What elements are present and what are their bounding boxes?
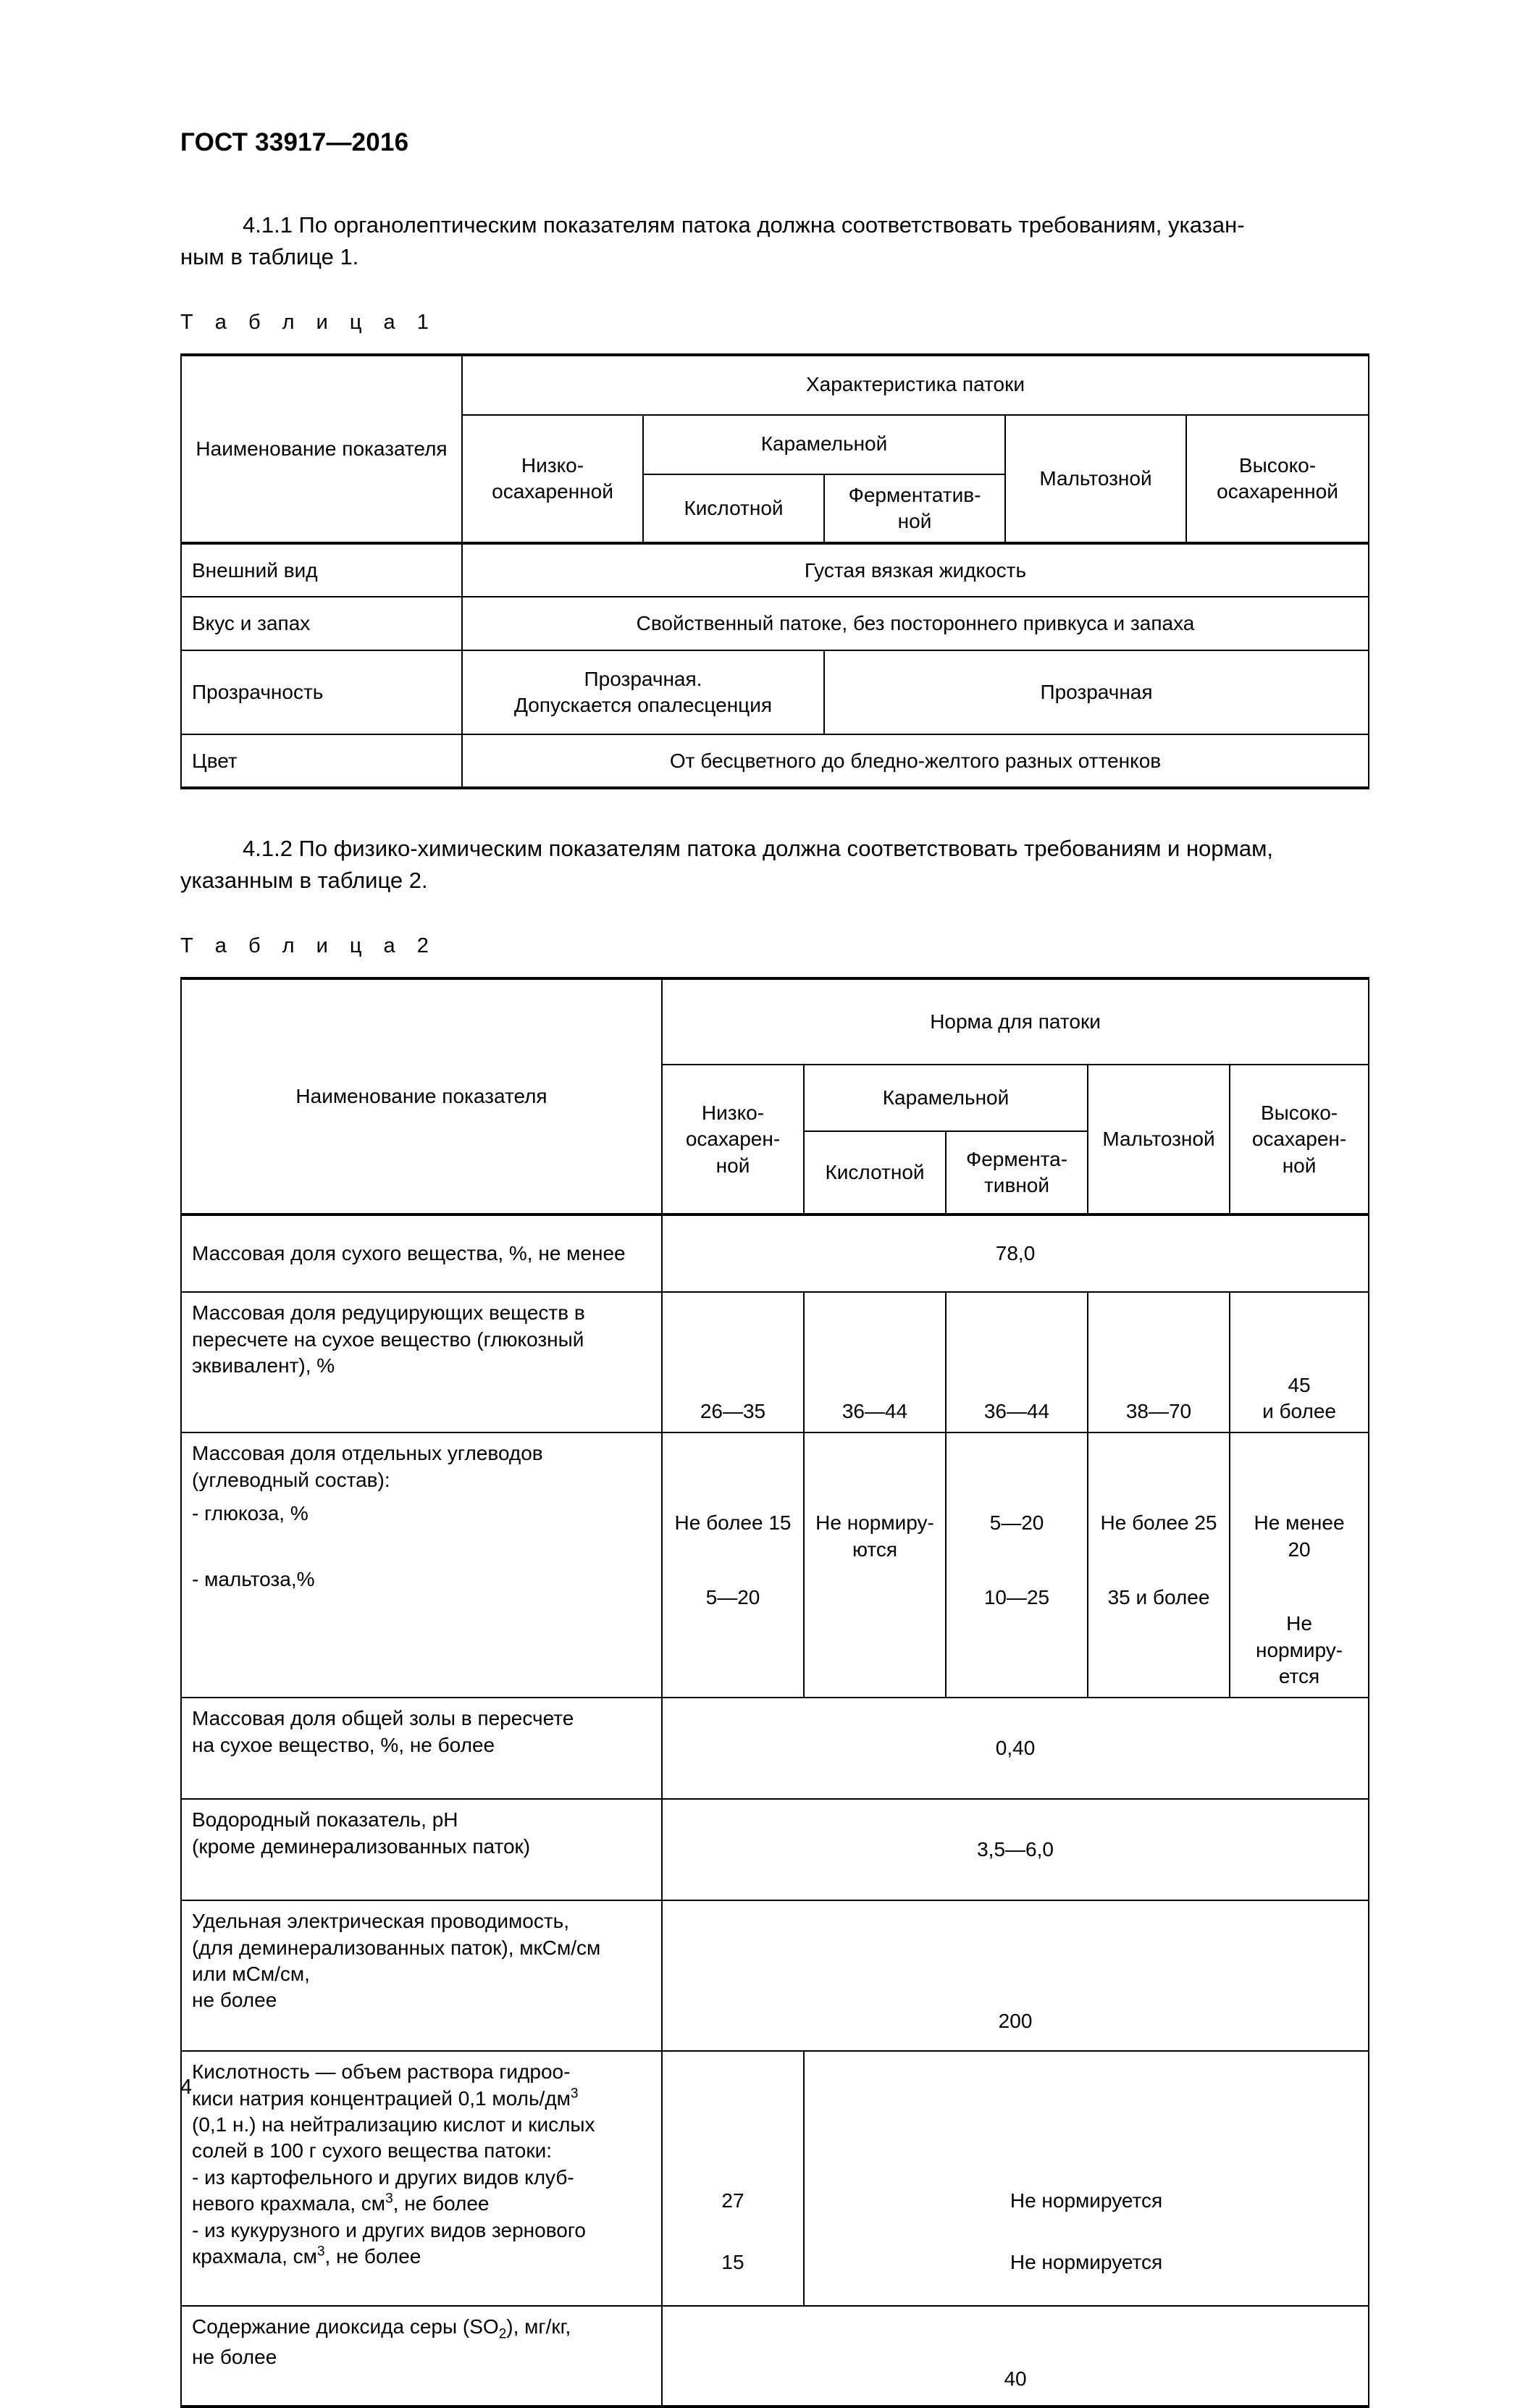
table-2-row-acidity-name-line8-sup: 3 — [316, 2244, 325, 2260]
table-2-row-reducing-name-line3: эквивалент), % — [192, 1354, 335, 1377]
table-2-row-acidity-name-line5: - из картофельного и других видов клуб- — [192, 2165, 574, 2189]
table-1-row-transparency-value-right: Прозрачная — [824, 650, 1369, 734]
table-1-header-col-low-line1: Низко- — [521, 453, 584, 477]
table-2-row-acidity-name-line2-sup: 3 — [570, 2086, 579, 2102]
table-1-header-group-title: Характеристика патоки — [462, 355, 1369, 415]
table-2-row-so2-name-line1-sub: 2 — [498, 2326, 507, 2342]
table-1-header-col-high-line1: Высоко- — [1238, 453, 1317, 477]
table-1-row-transparency — [181, 650, 1369, 734]
table-2-row-so2-name — [181, 2306, 662, 2407]
table-2 — [180, 977, 1369, 2408]
table-2-row-carbohydrates-high-glucose: Не менее 20 — [1254, 1511, 1345, 1561]
table-2-row-acidity-potato-value: 27 — [721, 2189, 744, 2212]
table-2-row-carbohydrates-acid-glucose-line2: ются — [852, 1537, 898, 1561]
table-1-row-appearance-name: Внешний вид — [181, 543, 462, 597]
table-2-caption: Т а б л и ц а 2 — [180, 934, 433, 958]
table-2-row-acidity-name-line2 — [192, 2086, 651, 2112]
table-2-row-dry-matter-name: Массовая доля сухого вещества, %, не менее — [181, 1215, 662, 1292]
table-2-row-acidity-low-values — [662, 2051, 804, 2306]
table-2-row-carbohydrates-ferment — [946, 1432, 1088, 1698]
table-2-row-ph — [181, 1799, 1369, 1900]
paragraph-4-1-1 — [180, 209, 1368, 273]
table-2-row-reducing-high — [1230, 1292, 1369, 1432]
table-2-header-col-ferment — [946, 1131, 1088, 1215]
table-2-header-col-low — [662, 1065, 804, 1215]
table-1-caption: Т а б л и ц а 1 — [180, 310, 433, 334]
table-1-row-appearance-value: Густая вязкая жидкость — [462, 543, 1369, 597]
table-2-header-col-high-line3: ной — [1282, 1154, 1317, 1177]
table-2-header-col-maltose: Мальтозной — [1088, 1065, 1230, 1215]
table-2-row-carbohydrates-name — [181, 1432, 662, 1698]
table-2-row-ph-name — [181, 1799, 662, 1900]
table-1-header-col-low-line2: осахаренной — [492, 479, 613, 503]
table-2-row-reducing-low: 26—35 — [662, 1292, 804, 1432]
table-2-row-carbohydrates-name-glucose: - глюкоза, % — [192, 1502, 309, 1525]
table-2-row-carbohydrates-low-glucose: Не более 15 — [674, 1511, 792, 1535]
table-2-row-carbohydrates-name-line1: Массовая доля отдельных углеводов — [192, 1442, 543, 1465]
table-1-header-col-maltose: Мальтозной — [1005, 415, 1186, 544]
table-2-row-acidity-rest-values — [804, 2051, 1369, 2306]
table-1-header-row-1 — [181, 355, 1369, 415]
table-2-row-conductivity — [181, 1900, 1369, 2051]
table-2-row-conductivity-value: 200 — [662, 1900, 1369, 2051]
table-2-row-reducing-name-line2: пересчете на сухое вещество (глюкозный — [192, 1327, 584, 1351]
table-2-header-indicator-name: Наименование показателя — [181, 978, 662, 1215]
table-2-row-acidity-name-line8-text: крахмала, см — [192, 2245, 317, 2268]
table-1-row-transparency-name: Прозрачность — [181, 650, 462, 734]
table-2-row-acidity-name — [181, 2051, 662, 2306]
table-2-header-col-high — [1230, 1065, 1369, 1215]
paragraph-4-1-2 — [180, 833, 1368, 897]
paragraph-4-1-1-line1: 4.1.1 По органолептическим показателям патока должна соответствовать требованиям, указан- — [243, 211, 1245, 238]
table-2-row-carbohydrates-high — [1230, 1432, 1369, 1698]
table-2-row-ash-name — [181, 1698, 662, 1799]
table-1-row-transparency-value-left — [462, 650, 824, 734]
table-2-row-carbohydrates-maltose-glucose: Не более 25 — [1100, 1511, 1217, 1535]
table-2-row-reducing-high-line2: и более — [1262, 1399, 1336, 1422]
table-2-row-ph-value: 3,5—6,0 — [662, 1799, 1369, 1900]
table-1-header-col-low — [462, 415, 643, 544]
table-1-header-col-high — [1186, 415, 1369, 544]
table-2-row-so2-name-line1-text: Содержание диоксида серы (SO — [192, 2315, 499, 2338]
table-1-row-transparency-value-left-line2: Допускается опалесценция — [513, 694, 773, 717]
table-2-row-reducing-high-line1: 45 — [1288, 1373, 1311, 1396]
table-2-row-ph-name-line1: Водородный показатель, рН — [192, 1808, 458, 1832]
table-2-row-carbohydrates-name-maltose: - мальтоза,% — [192, 1567, 315, 1590]
table-1 — [180, 353, 1369, 790]
table-2-row-acidity-corn-rest: Не нормируется — [1010, 2250, 1163, 2273]
table-1-header-col-ferment-line2: ной — [897, 509, 932, 532]
table-2-row-carbohydrates — [181, 1432, 1369, 1698]
table-2-row-reducing-name-line1: Массовая доля редуцирующих веществ в — [192, 1301, 585, 1325]
table-2-header-col-low-line3: ной — [715, 1154, 750, 1177]
table-2-row-acidity-name-line1: Кислотность — объем раствора гидроо- — [192, 2060, 571, 2084]
table-2-header-col-low-line2: осахарен- — [685, 1128, 781, 1151]
table-2-row-conductivity-name-line1: Удельная электрическая проводимость, — [192, 1910, 570, 1933]
table-2-header-col-caramel: Карамельной — [804, 1065, 1088, 1131]
table-2-header-col-ferment-line1: Фермента- — [965, 1147, 1068, 1170]
table-1-row-taste-name: Вкус и запах — [181, 597, 462, 650]
table-2-header-col-low-line1: Низко- — [701, 1101, 765, 1124]
table-2-row-reducing-acid: 36—44 — [804, 1292, 946, 1432]
table-2-row-dry-matter-value: 78,0 — [662, 1215, 1369, 1292]
table-2-row-acidity-name-line6-tail: , не более — [393, 2192, 490, 2215]
table-2-row-acidity-name-line2-text: киси натрия концентрацией 0,1 моль/дм — [192, 2086, 571, 2110]
table-2-row-carbohydrates-maltose-maltose: 35 и более — [1107, 1585, 1210, 1608]
table-2-row-reducing — [181, 1292, 1369, 1432]
table-2-header-col-ferment-line2: тивной — [983, 1174, 1049, 1197]
table-1-header-col-acid: Кислотной — [643, 474, 824, 544]
table-2-row-carbohydrates-high-maltose-line2: ется — [1278, 1664, 1320, 1687]
table-2-row-acidity-corn-value: 15 — [721, 2250, 744, 2273]
table-2-row-so2-name-line2: не более — [192, 2345, 277, 2368]
table-2-row-so2-name-line1-tail: ), мг/кг, — [506, 2315, 571, 2338]
table-2-row-carbohydrates-name-line2: (углеводный состав): — [192, 1468, 390, 1491]
table-2-row-acidity-name-line8 — [192, 2244, 651, 2270]
table-2-row-so2-value: 40 — [662, 2306, 1369, 2407]
table-2-row-carbohydrates-ferment-glucose: 5—20 — [989, 1511, 1044, 1535]
table-2-row-carbohydrates-low — [662, 1432, 804, 1698]
standard-header: ГОСТ 33917—2016 — [180, 128, 409, 156]
table-2-row-ash-name-line1: Массовая доля общей золы в пересчете — [192, 1707, 574, 1730]
table-2-row-reducing-ferment: 36—44 — [946, 1292, 1088, 1432]
table-1-row-transparency-value-left-line1: Прозрачная. — [584, 667, 702, 690]
table-2-row-acidity — [181, 2051, 1369, 2306]
table-2-row-acidity-name-line7: - из кукурузного и других видов зернового — [192, 2218, 586, 2241]
table-2-row-conductivity-name-line2: (для деминерализованных паток), мкСм/см — [192, 1936, 601, 1959]
table-2-row-ash-value: 0,40 — [662, 1698, 1369, 1799]
table-2-row-reducing-name — [181, 1292, 662, 1432]
table-2-row-conductivity-name-line4: не более — [192, 1989, 277, 2012]
table-2-header-col-high-line1: Высоко- — [1260, 1101, 1338, 1124]
table-2-row-carbohydrates-maltose — [1088, 1432, 1230, 1698]
page-content — [180, 129, 1368, 2408]
paragraph-4-1-2-line1: 4.1.2 По физико-химическим показателям патока должна соответствовать требованиям и нормам, — [243, 836, 1274, 862]
table-2-row-acidity-name-line6 — [192, 2191, 651, 2217]
table-2-row-dry-matter — [181, 1215, 1369, 1292]
page-number: 4 — [180, 2076, 193, 2099]
table-1-row-color-value: От бесцветного до бледно-желтого разных оттенков — [462, 734, 1369, 788]
table-2-row-ph-name-line2: (кроме деминерализованных паток) — [192, 1834, 531, 1858]
table-2-row-acidity-name-line4: солей в 100 г сухого вещества патоки: — [192, 2139, 552, 2162]
table-2-row-carbohydrates-acid — [804, 1432, 946, 1698]
table-2-row-carbohydrates-high-maltose-line1: Не нормиру- — [1255, 1612, 1343, 1661]
table-1-header-col-high-line2: осахаренной — [1217, 479, 1338, 503]
table-2-row-so2 — [181, 2306, 1369, 2407]
table-2-row-acidity-name-line6-text: невого крахмала, см — [192, 2192, 386, 2215]
table-1-row-appearance — [181, 543, 1369, 597]
table-1-header-col-ferment — [824, 474, 1005, 544]
table-2-row-reducing-maltose: 38—70 — [1088, 1292, 1230, 1432]
paragraph-4-1-1-line2: ным в таблице 1. — [180, 243, 359, 269]
table-1-header-indicator-name: Наименование показателя — [181, 355, 462, 544]
table-2-row-carbohydrates-ferment-maltose: 10—25 — [983, 1585, 1050, 1608]
table-2-row-acidity-potato-rest: Не нормируется — [1010, 2189, 1163, 2212]
paragraph-4-1-2-line2: указанным в таблице 2. — [180, 868, 428, 894]
table-2-row-acidity-name-line6-sup: 3 — [385, 2191, 393, 2207]
table-1-row-taste — [181, 597, 1369, 650]
table-2-header-group-title: Норма для патоки — [662, 978, 1369, 1065]
table-2-row-conductivity-name — [181, 1900, 662, 2051]
table-1-row-taste-value: Свойственный патоке, без постороннего привкуса и запаха — [462, 597, 1369, 650]
table-2-row-so2-name-line1 — [192, 2314, 651, 2344]
table-2-row-carbohydrates-acid-glucose-line1: Не нормиру- — [815, 1511, 934, 1535]
table-2-row-acidity-name-line8-tail: , не более — [324, 2245, 421, 2268]
table-2-header-col-high-line2: осахарен- — [1251, 1128, 1347, 1151]
table-2-header-col-acid: Кислотной — [804, 1131, 946, 1215]
table-1-row-color — [181, 734, 1369, 788]
table-2-row-ash — [181, 1698, 1369, 1799]
table-1-row-color-name: Цвет — [181, 734, 462, 788]
table-1-header-col-ferment-line1: Ферментатив- — [848, 483, 981, 506]
table-1-header-col-caramel: Карамельной — [643, 415, 1005, 474]
table-2-row-acidity-name-line3: (0,1 н.) на нейтрализацию кислот и кислых — [192, 2113, 595, 2136]
table-2-header-row-1 — [181, 978, 1369, 1065]
table-2-row-ash-name-line2: на сухое вещество, %, не более — [192, 1733, 495, 1756]
table-2-row-conductivity-name-line3: или мСм/см, — [192, 1963, 310, 1986]
table-2-row-carbohydrates-low-maltose: 5—20 — [705, 1585, 760, 1608]
